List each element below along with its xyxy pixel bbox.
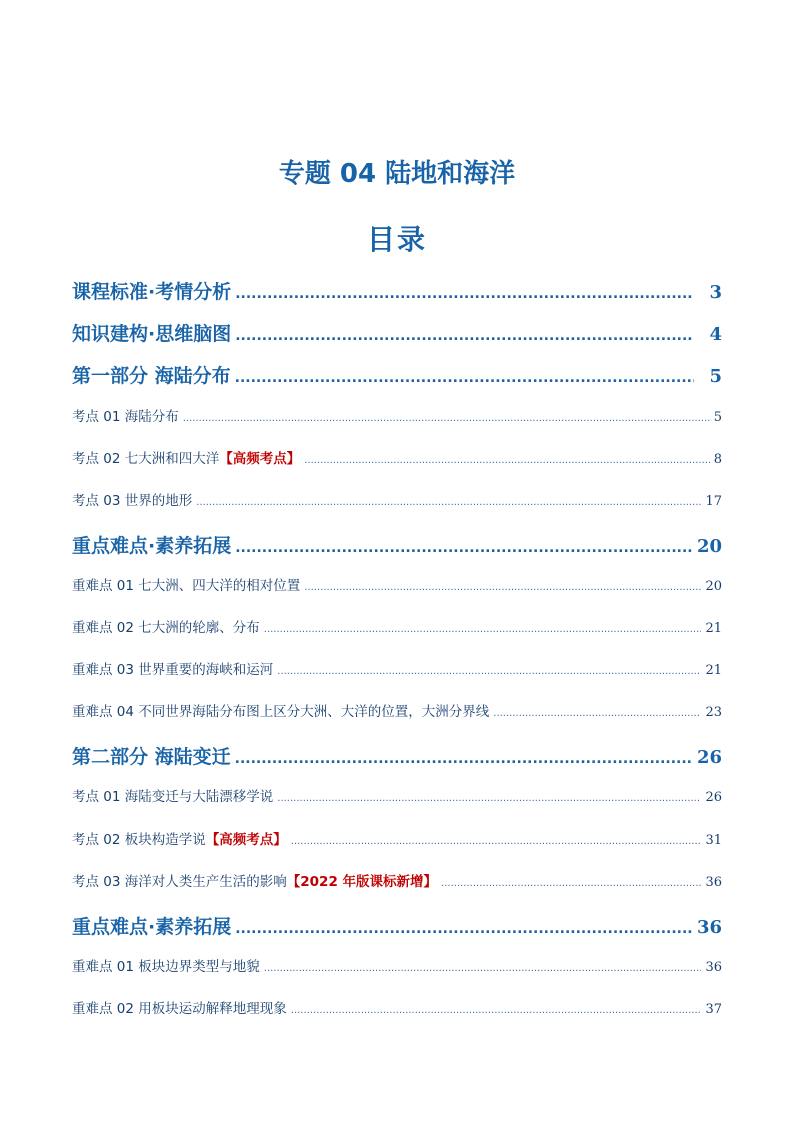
dot-leader (441, 878, 701, 889)
toc-entry-page: 20 (696, 536, 722, 557)
toc-entry[interactable] (72, 489, 722, 509)
dot-leader (264, 624, 702, 635)
toc-entry-label: 重难点 04 不同世界海陆分布图上区分大洲、大洋的位置，大洲分界线 (72, 704, 490, 720)
toc-entry-tag: 【高频考点】 (205, 832, 287, 848)
dot-leader (304, 582, 701, 593)
toc-entry-page: 4 (709, 324, 722, 345)
dot-leader (277, 793, 701, 804)
toc-entry-page: 8 (713, 452, 722, 467)
toc-entry-page: 36 (705, 960, 722, 975)
toc-entry-label: 考点 01 海陆分布 (72, 409, 179, 425)
dot-leader (196, 497, 701, 508)
toc-entry[interactable] (72, 955, 722, 975)
dot-leader (235, 286, 694, 302)
toc-entry-label: 重难点 01 板块边界类型与地貌 (72, 959, 260, 975)
toc-entry-page: 36 (696, 917, 722, 938)
toc-entry[interactable] (72, 997, 722, 1017)
toc-entry[interactable] (72, 319, 722, 346)
toc-entry[interactable] (72, 658, 722, 678)
toc-entry-tag: 【高频考点】 (219, 451, 301, 467)
toc-entry-page: 20 (705, 579, 722, 594)
dot-leader (235, 751, 693, 767)
toc-entry[interactable] (72, 700, 722, 720)
dot-leader (277, 666, 701, 677)
toc-entry[interactable] (72, 785, 722, 805)
toc-entry[interactable] (72, 742, 722, 769)
toc-entry-page: 17 (705, 494, 722, 509)
toc-entry-label: 第二部分 海陆变迁 (72, 746, 231, 768)
dot-leader (235, 921, 693, 937)
toc-entry[interactable] (72, 616, 722, 636)
toc-entry-label: 第一部分 海陆分布 (72, 365, 231, 387)
toc-entry-label: 课程标准·考情分析 (72, 281, 232, 303)
toc-entry-label: 考点 02 板块构造学说 (72, 832, 206, 848)
dot-leader (264, 963, 702, 974)
toc-entry-page: 21 (705, 621, 722, 636)
toc-entry[interactable] (72, 361, 722, 388)
toc-entry-page: 37 (705, 1002, 722, 1017)
toc-entry-page: 23 (705, 705, 722, 720)
toc-entry-label: 考点 03 世界的地形 (72, 493, 193, 509)
toc-entry-page: 21 (705, 663, 722, 678)
toc-entry-tag: 【2022 年版课标新增】 (286, 874, 438, 890)
toc-entry-label: 重难点 01 七大洲、四大洋的相对位置 (72, 578, 301, 594)
toc-entry-page: 26 (696, 747, 722, 768)
toc-entry-page: 31 (705, 833, 722, 848)
toc-entry-label: 重难点 02 七大洲的轮廓、分布 (72, 620, 260, 636)
toc-entry-page: 5 (713, 410, 722, 425)
toc-entry[interactable] (72, 828, 722, 848)
dot-leader (304, 455, 709, 466)
toc-entry[interactable] (72, 405, 722, 425)
toc-entry-label: 考点 01 海陆变迁与大陆漂移学说 (72, 789, 274, 805)
dot-leader (235, 540, 693, 556)
toc-entry-label: 重难点 02 用板块运动解释地理现象 (72, 1001, 287, 1017)
toc-entry-page: 26 (705, 790, 722, 805)
dot-leader (291, 1005, 702, 1016)
toc-heading: 目录 (366, 223, 427, 256)
toc-entry-label: 考点 02 七大洲和四大洋 (72, 451, 220, 467)
toc-entry[interactable] (72, 870, 722, 890)
toc-entry-label: 重点难点·素养拓展 (72, 916, 232, 938)
toc-entry-label: 重点难点·素养拓展 (72, 535, 232, 557)
toc-entry-label: 考点 03 海洋对人类生产生活的影响 (72, 874, 287, 890)
toc-entry-page: 5 (709, 366, 722, 387)
dot-leader (291, 836, 702, 847)
toc-entry-page: 3 (709, 282, 722, 303)
toc-entry[interactable] (72, 912, 722, 939)
dot-leader (235, 370, 694, 386)
dot-leader (493, 708, 701, 719)
document-title: 专题 04 陆地和海洋 (278, 159, 516, 189)
toc-entry[interactable] (72, 574, 722, 594)
dot-leader (183, 413, 710, 424)
toc-entry-label: 知识建构·思维脑图 (72, 323, 232, 345)
toc-entry[interactable] (72, 531, 722, 558)
toc-entry[interactable] (72, 447, 722, 467)
toc-entry-label: 重难点 03 世界重要的海峡和运河 (72, 662, 274, 678)
toc-entry[interactable] (72, 277, 722, 304)
toc-entry-page: 36 (705, 875, 722, 890)
dot-leader (235, 328, 694, 344)
